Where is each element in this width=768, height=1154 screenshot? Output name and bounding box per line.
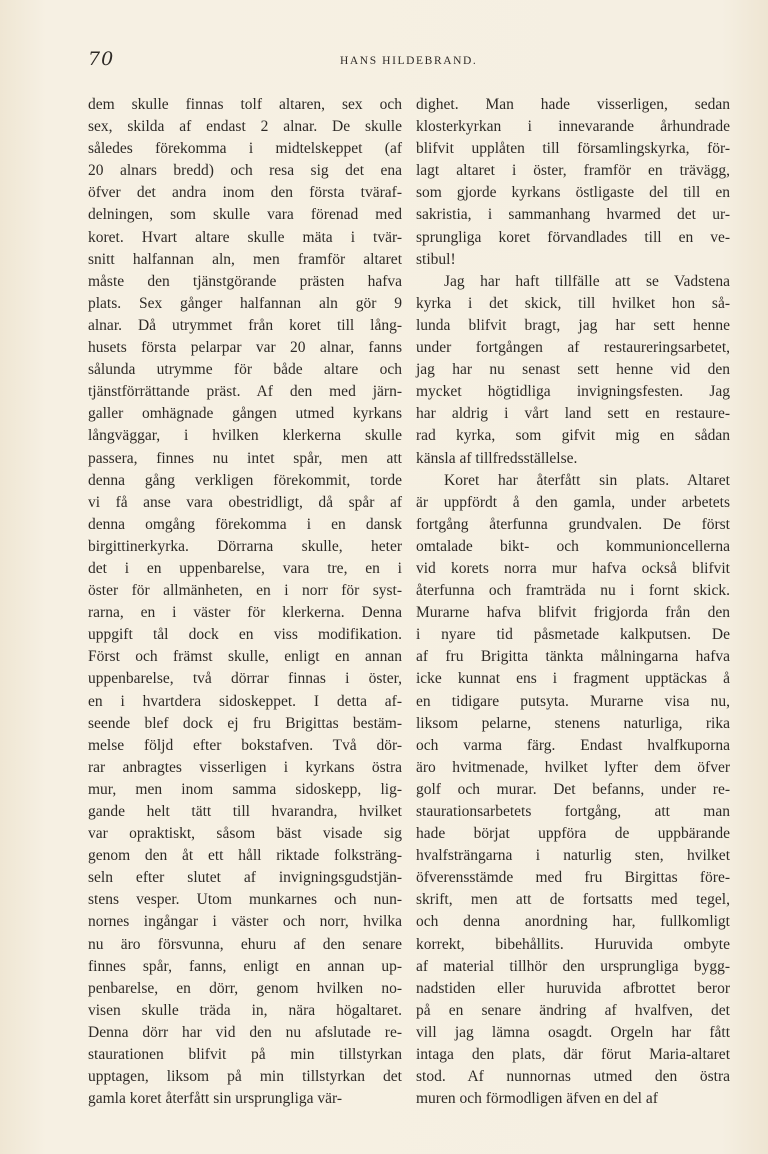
text-line: seln efter slutet af invigningsgudstjän-: [88, 869, 402, 887]
text-column-right: [416, 94, 730, 1110]
text-line: mur, men inom samma sidoskepp, lig-: [88, 780, 402, 798]
text-line: nornes ingångar i väster och norr, hvilka: [88, 913, 402, 931]
text-column-left: [88, 94, 402, 1110]
text-line: muren och förmodligen äfven en del af: [416, 1090, 658, 1108]
text-line: upptagen, liksom på min tillstyrkan det: [88, 1068, 402, 1086]
text-line: som gjorde kyrkans östligaste del till en: [416, 184, 730, 202]
text-line: hvalfsträngarna i naturlig sten, hvilket: [416, 847, 730, 865]
text-line: Jag har haft tillfälle att se Vadstena: [444, 272, 730, 290]
text-line: snitt halfannan aln, men framför altaret: [88, 250, 402, 268]
text-line: har aldrig i vårt land sett en restaure-: [416, 405, 730, 423]
text-line: en tidigare putsyta. Murarne visa nu,: [416, 692, 730, 710]
text-line: nu äro försvunna, ehuru af den senare: [88, 935, 402, 953]
text-line: vid korets norra mur hafva också blifvit: [416, 559, 730, 577]
text-line: blifvit upplåten till församlingskyrka, för-: [416, 140, 730, 158]
text-line: således förekomma i midtelskeppet (af: [88, 140, 402, 158]
text-line: gande helt tätt till hvarandra, hvilket: [88, 803, 402, 820]
text-line: visen skulle träda in, nära högaltaret.: [88, 1001, 402, 1019]
text-line: sålunda utrymme för både altare och: [88, 361, 402, 379]
text-line: golf och murar. Det befanns, under re-: [416, 780, 730, 798]
text-line: och varma färg. Endast hvalfkuporna: [416, 736, 730, 754]
text-line: och denna anordning har, fullkomligt: [416, 913, 730, 931]
text-line: klosterkyrkan i innevarande århundrade: [416, 118, 730, 136]
text-line: korrekt, bibehållits. Huruvida ombyte: [416, 935, 730, 953]
text-line: koret. Hvart altare skulle mäta i tvär-: [88, 228, 402, 246]
text-line: uppenbarelse, två dörrar finnas i öster,: [88, 670, 402, 688]
text-line: delningen, som skulle vara förenad med: [88, 206, 402, 224]
text-line: vill jag lämna osagdt. Orgeln har fått: [416, 1023, 730, 1041]
text-line: husets första pelarpar var 20 alnar, fanns: [88, 339, 402, 357]
text-line: långväggar, i hvilken klerkerna skulle: [88, 427, 402, 445]
text-line: melse följd efter bokstafven. Två dör-: [88, 736, 402, 754]
text-line: är uppfördt å den gamla, under arbetets: [416, 493, 730, 511]
text-line: passera, finnes nu intet spår, men att: [88, 449, 402, 467]
text-line: tjänstförrättande präst. Af den med järn-: [88, 383, 402, 401]
text-line: birgittinerkyrka. Dörrarna skulle, heter: [88, 537, 402, 555]
text-line: fortgång återfunna grundvalen. De först: [416, 515, 730, 533]
text-line: äro hvitmenade, hvilket lyfter dem öfver: [416, 758, 730, 776]
text-line: Koret har återfått sin plats. Altaret: [444, 471, 730, 489]
text-line: lagt altaret i öster, framför en trävägg,: [416, 162, 730, 180]
text-line: rar anbragtes visserligen i kyrkans östra: [88, 758, 402, 776]
text-line: sex, skilda af endast 2 alnar. De skulle: [88, 118, 402, 136]
text-line: måste den tjänstgörande prästen hafva: [88, 272, 402, 290]
text-line: seende blef dock ej fru Brigittas bestäm-: [88, 714, 402, 732]
text-line: en i hvartdera sidoskeppet. I detta af-: [88, 692, 402, 710]
text-line: lunda blifvit bragt, jag har sett henne: [416, 316, 730, 334]
text-line: nadstiden eller huruvida afbrottet beror: [416, 979, 730, 997]
text-line: Denna dörr har vid den nu afslutade re-: [88, 1023, 402, 1041]
running-head: HANS HILDEBRAND.: [340, 55, 478, 67]
text-line: 20 alnars bredd) och resa sig det ena: [88, 162, 402, 180]
text-line: under fortgången af restaureringsarbetet,: [416, 339, 730, 357]
text-line: hade börjat uppföra de uppbärande: [416, 825, 730, 843]
text-line: af material tillhör den ursprungliga bygg-: [416, 957, 730, 975]
text-line: denna omgång förekomma i en dansk: [88, 515, 402, 533]
text-line: gamla koret återfått sin ursprungliga vär-: [88, 1090, 343, 1108]
text-line: denna gång verkligen förekommit, torde: [88, 471, 402, 489]
text-line: finnes spår, fanns, enligt en annan up-: [88, 957, 402, 975]
text-line: dighet. Man hade visserligen, sedan: [416, 96, 730, 113]
text-line: Murarne hafva blifvit frigjorda från den: [416, 604, 730, 622]
text-line: var opraktiskt, såsom bäst visade sig: [88, 825, 402, 843]
text-line: sprungliga koret förvandlades till en ve-: [416, 228, 730, 246]
text-line: vi få anse vara obestridligt, då spår af: [88, 493, 402, 511]
text-line: liksom pelarne, stenens naturliga, rika: [416, 714, 730, 732]
text-line: i nyare tid påsmetade kalkputsen. De: [416, 626, 730, 644]
text-line: alnar. Då utrymmet från koret till lång-: [88, 316, 402, 334]
text-line: omtalade bikt- och kommunioncellerna: [416, 537, 730, 555]
text-line: skrift, men att de fortsatts med tegel,: [416, 891, 730, 909]
text-line: uppgift tål dock en viss modifikation.: [88, 626, 402, 644]
text-line: sakristia, i sammanhang hvarmed det ur-: [416, 206, 730, 224]
text-line: öster för allmänheten, en i norr för syst-: [88, 582, 402, 600]
text-line: mycket högtidliga invigningsfesten. Jag: [416, 383, 730, 401]
text-line: af fru Brigitta tänkta målningarna hafva: [416, 648, 730, 666]
page-number: 70: [88, 48, 115, 70]
text-line: det i en uppenbarelse, vara tre, en i: [88, 559, 402, 577]
text-line: Först och främst skulle, enligt en annan: [88, 648, 402, 666]
text-line: kyrka i det skick, till hvilket hon så-: [416, 294, 730, 312]
text-line: genom den åt ett håll riktade folksträng-: [88, 847, 402, 865]
text-line: jag har nu senast sett henne vid den: [416, 361, 730, 379]
text-line: öfver det andra inom den första tväraf-: [88, 184, 402, 202]
text-line: rarna, en i väster för klerkerna. Denna: [88, 604, 402, 622]
text-line: återfunna och framträda nu i fornt skick.: [416, 582, 730, 600]
text-line: stibul!: [416, 250, 456, 268]
text-line: intaga den plats, där förut Maria-altaret: [416, 1046, 730, 1064]
text-line: dem skulle finnas tolf altaren, sex och: [88, 96, 402, 113]
text-line: stens vesper. Utom munkarnes och nun-: [88, 891, 402, 909]
text-line: staurationsarbetets fortgång, att man: [416, 803, 730, 820]
text-line: staurationen blifvit på min tillstyrkan: [88, 1046, 402, 1064]
text-line: galler omhägnade gången utmed kyrkans: [88, 405, 402, 423]
text-line: öfverensstämde med fru Birgittas före-: [416, 869, 730, 887]
text-line: på en senare ändring af hvalfven, det: [416, 1001, 730, 1019]
text-line: plats. Sex gånger halfannan aln gör 9: [88, 294, 402, 312]
text-line: rad kyrka, som gifvit mig en sådan: [416, 427, 730, 445]
text-line: icke kunnat ens i fragment upptäckas å: [416, 670, 730, 688]
text-line: penbarelse, en dörr, genom hvilken no-: [88, 979, 402, 997]
text-line: känsla af tillfredsställelse.: [416, 449, 578, 467]
text-line: stod. Af nunnornas utmed den östra: [416, 1068, 730, 1086]
